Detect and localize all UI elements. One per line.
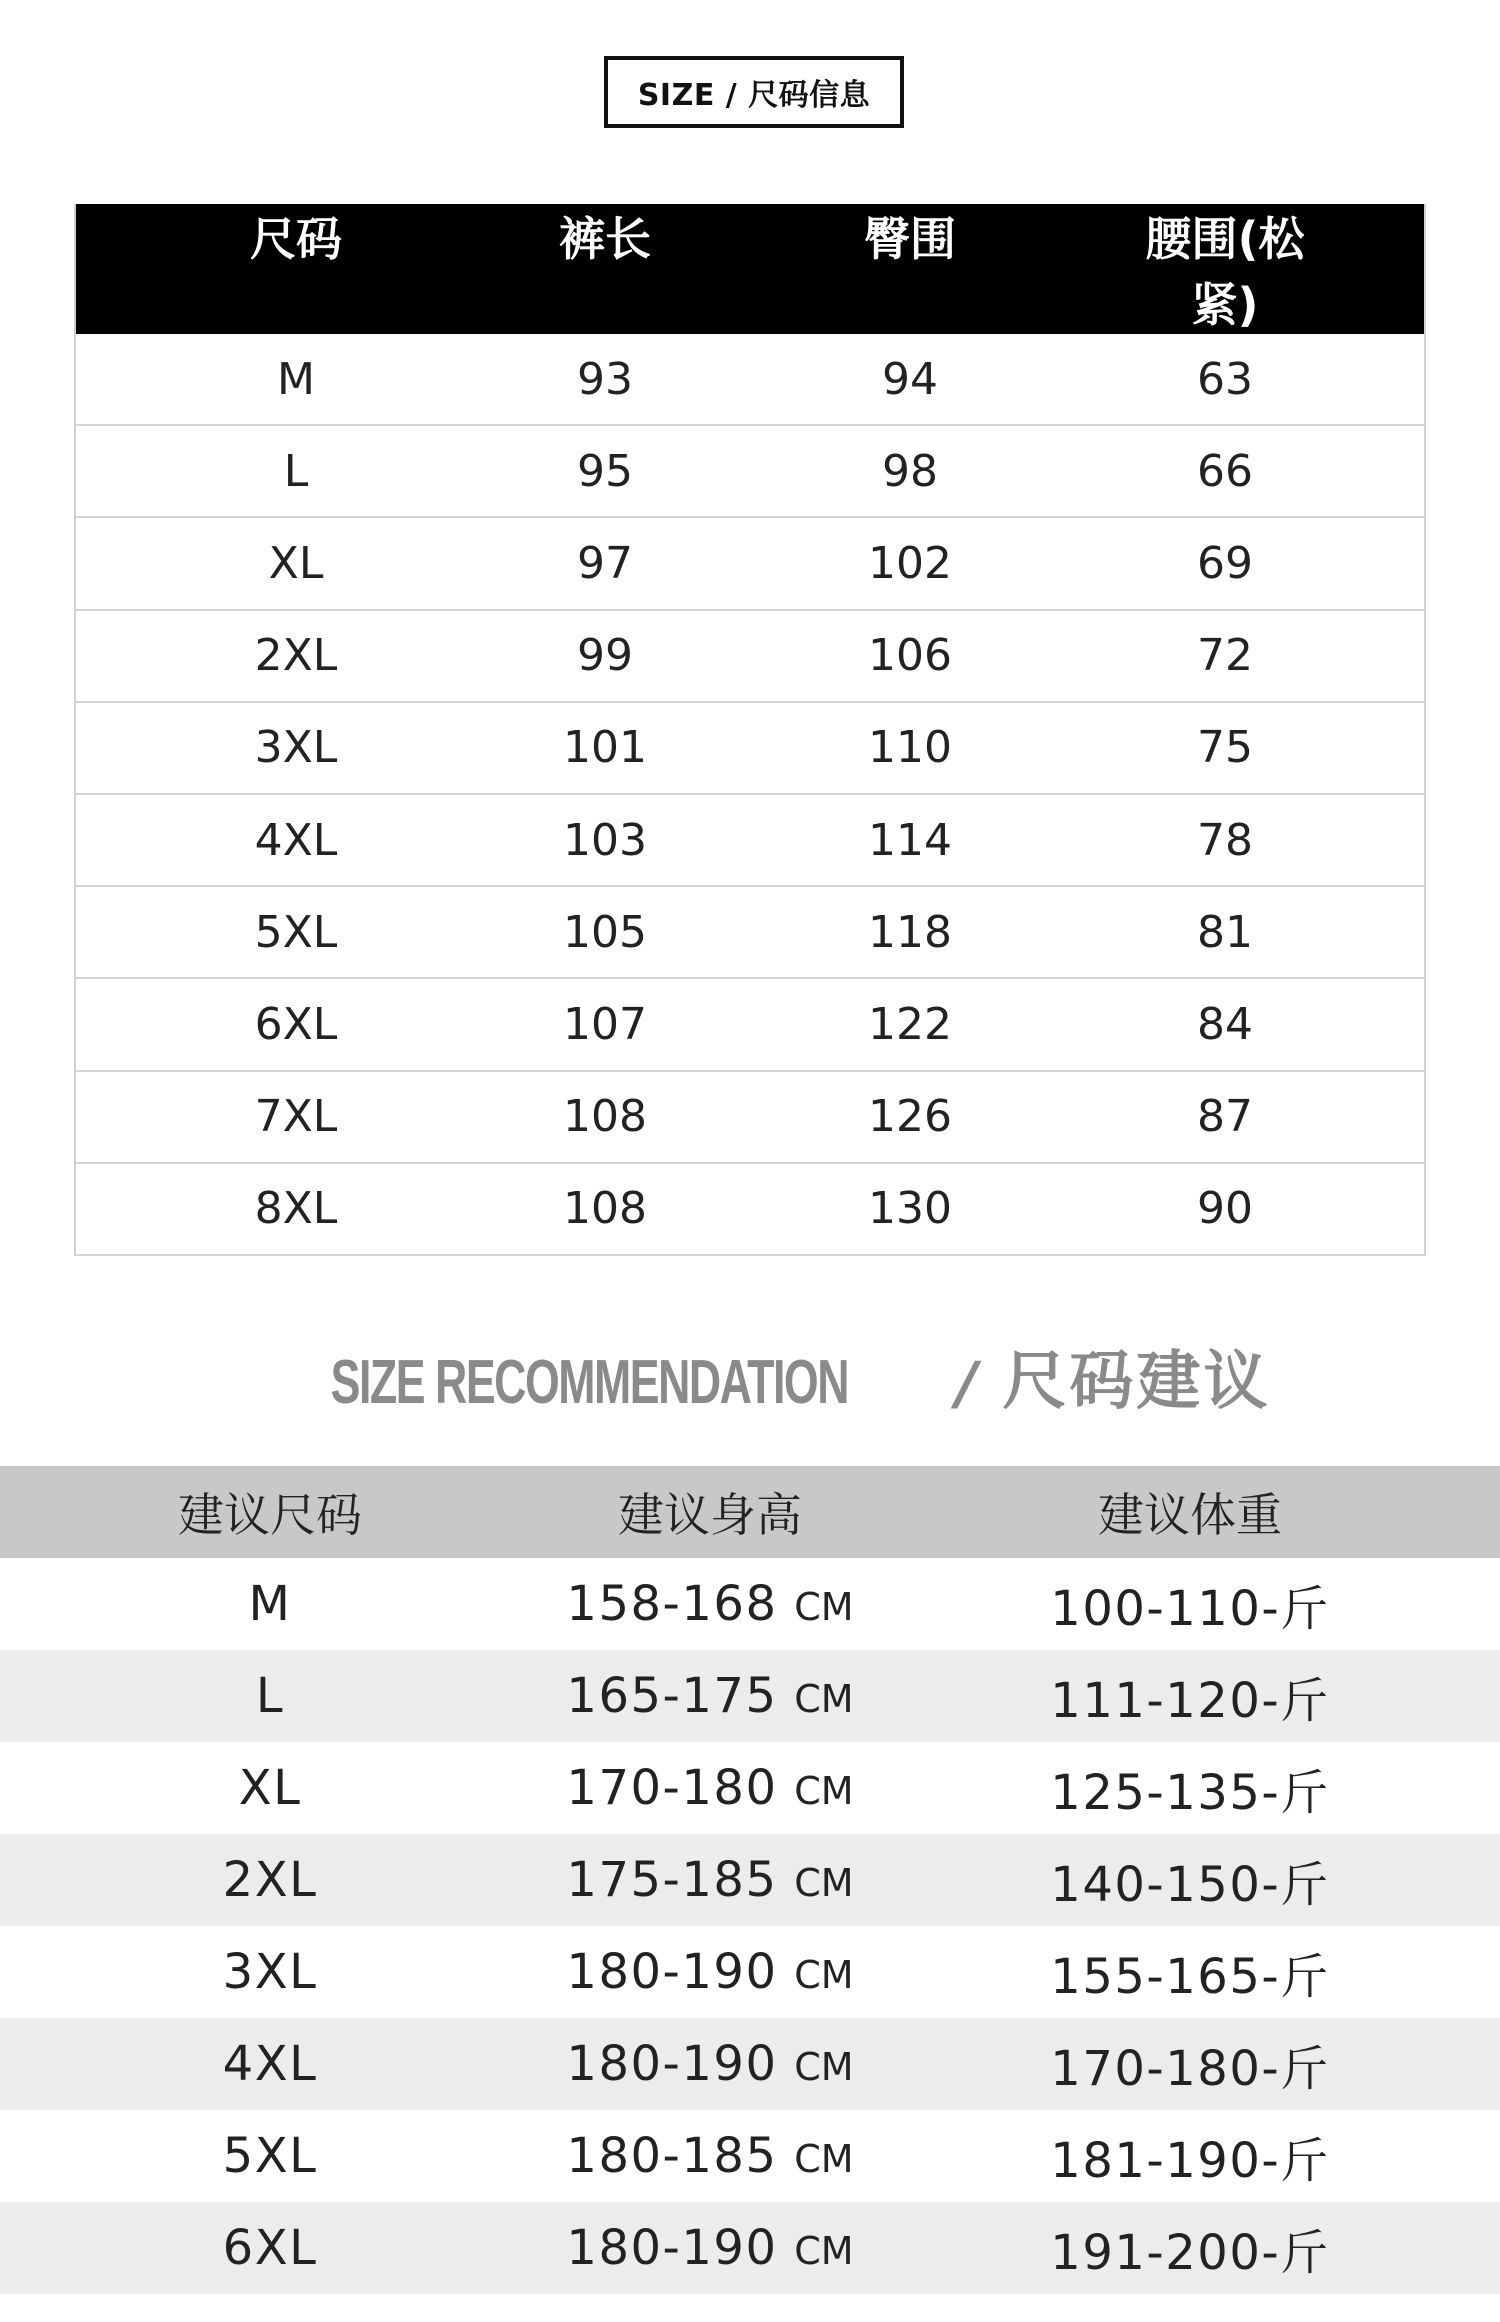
rec-weight-cell: 100-110-斤	[1050, 1580, 1330, 1637]
rec-height-value: 180-190	[566, 2036, 778, 2092]
size-table-row	[76, 334, 1424, 426]
header-rec-height: 建议身高	[618, 1488, 802, 1542]
length-cell: 108	[563, 1183, 647, 1235]
size-cell: M	[277, 353, 315, 405]
hip-cell: 106	[868, 630, 952, 682]
size-table-row	[76, 887, 1424, 979]
size-table-row	[76, 795, 1424, 887]
size-cell: 3XL	[254, 722, 338, 774]
hip-cell: 130	[868, 1183, 952, 1235]
rec-weight-cell: 170-180-斤	[1050, 2040, 1330, 2097]
rec-size-cell: 6XL	[222, 2220, 318, 2276]
size-info-badge: SIZE / 尺码信息	[604, 56, 904, 128]
recommendation-row	[0, 1742, 1500, 1834]
rec-height-unit: CM	[794, 1585, 854, 1629]
recommendation-title-en: SIZE RECOMMENDATION	[330, 1348, 848, 1417]
rec-height-cell	[540, 1944, 880, 2000]
size-cell: 5XL	[254, 906, 338, 958]
rec-height-value: 180-190	[566, 2220, 778, 2276]
rec-height-value: 158-168	[566, 1576, 778, 1632]
rec-weight-cell: 125-135-斤	[1050, 1764, 1330, 1821]
rec-size-cell: XL	[238, 1760, 302, 1816]
rec-height-cell	[540, 2036, 880, 2092]
hip-cell: 98	[882, 445, 938, 497]
hip-cell: 110	[868, 722, 952, 774]
length-cell: 101	[563, 722, 647, 774]
size-table-row	[76, 979, 1424, 1071]
recommendation-row	[0, 1558, 1500, 1650]
rec-size-cell: 2XL	[222, 1852, 318, 1908]
recommendation-row	[0, 1834, 1500, 1926]
recommendation-title-cn: 尺码建议	[1002, 1345, 1271, 1419]
header-length: 裤长	[559, 212, 651, 266]
hip-cell: 122	[868, 998, 952, 1050]
size-cell: 8XL	[254, 1183, 338, 1235]
rec-height-value: 180-185	[566, 2128, 778, 2184]
rec-weight-cell: 181-190-斤	[1050, 2132, 1330, 2189]
rec-height-value: 180-190	[566, 1944, 778, 2000]
header-hip: 臀围	[864, 212, 956, 266]
recommendation-row	[0, 1650, 1500, 1742]
rec-height-unit: CM	[794, 2045, 854, 2089]
rec-height-unit: CM	[794, 2229, 854, 2273]
rec-height-cell	[540, 2220, 880, 2276]
waist-cell: 78	[1197, 814, 1253, 866]
rec-weight-cell: 155-165-斤	[1050, 1948, 1330, 2005]
header-rec-size: 建议尺码	[178, 1488, 362, 1542]
size-table-row	[76, 426, 1424, 518]
rec-size-cell: M	[248, 1576, 292, 1632]
hip-cell: 94	[882, 353, 938, 405]
rec-height-unit: CM	[794, 1769, 854, 1813]
waist-cell: 72	[1197, 630, 1253, 682]
waist-cell: 84	[1197, 998, 1253, 1050]
recommendation-row	[0, 1926, 1500, 2018]
size-table-row	[76, 611, 1424, 703]
rec-height-value: 165-175	[566, 1668, 778, 1724]
length-cell: 108	[563, 1091, 647, 1143]
size-table-row	[76, 518, 1424, 610]
length-cell: 93	[577, 353, 633, 405]
hip-cell: 126	[868, 1091, 952, 1143]
recommendation-table	[0, 1466, 1500, 2294]
header-waist: 腰围(松紧)	[1145, 212, 1305, 332]
size-table	[74, 204, 1426, 1256]
hip-cell: 102	[868, 537, 952, 589]
length-cell: 103	[563, 814, 647, 866]
rec-height-cell	[540, 1576, 880, 1632]
size-table-row	[76, 1164, 1424, 1256]
size-cell: 7XL	[254, 1091, 338, 1143]
length-cell: 95	[577, 445, 633, 497]
length-cell: 99	[577, 630, 633, 682]
rec-size-cell: 4XL	[222, 2036, 318, 2092]
recommendation-row	[0, 2202, 1500, 2294]
waist-cell: 66	[1197, 445, 1253, 497]
length-cell: 107	[563, 998, 647, 1050]
rec-weight-cell: 191-200-斤	[1050, 2224, 1330, 2281]
rec-height-unit: CM	[794, 1861, 854, 1905]
size-cell: L	[283, 445, 309, 497]
rec-height-unit: CM	[794, 1677, 854, 1721]
waist-cell: 90	[1197, 1183, 1253, 1235]
rec-height-cell	[540, 2128, 880, 2184]
size-table-row	[76, 703, 1424, 795]
recommendation-table-header	[0, 1466, 1500, 1558]
hip-cell: 114	[868, 814, 952, 866]
rec-height-unit: CM	[794, 2137, 854, 2181]
header-size: 尺码	[250, 212, 342, 266]
waist-cell: 81	[1197, 906, 1253, 958]
length-cell: 97	[577, 537, 633, 589]
size-table-header	[76, 204, 1424, 334]
rec-height-value: 170-180	[566, 1760, 778, 1816]
rec-weight-cell: 140-150-斤	[1050, 1856, 1330, 1913]
size-cell: XL	[268, 537, 324, 589]
waist-cell: 75	[1197, 722, 1253, 774]
rec-height-cell	[540, 1760, 880, 1816]
waist-cell: 63	[1197, 353, 1253, 405]
rec-size-cell: 5XL	[222, 2128, 318, 2184]
recommendation-row	[0, 2018, 1500, 2110]
rec-height-value: 175-185	[566, 1852, 778, 1908]
rec-weight-cell: 111-120-斤	[1050, 1672, 1330, 1729]
size-cell: 2XL	[254, 630, 338, 682]
header-rec-weight: 建议体重	[1098, 1488, 1282, 1542]
recommendation-title	[0, 1330, 1500, 1422]
waist-cell: 87	[1197, 1091, 1253, 1143]
rec-height-unit: CM	[794, 1953, 854, 1997]
size-cell: 6XL	[254, 998, 338, 1050]
rec-size-cell: L	[255, 1668, 285, 1724]
rec-size-cell: 3XL	[222, 1944, 318, 2000]
size-cell: 4XL	[254, 814, 338, 866]
recommendation-row	[0, 2110, 1500, 2202]
hip-cell: 118	[868, 906, 952, 958]
rec-height-cell	[540, 1852, 880, 1908]
length-cell: 105	[563, 906, 647, 958]
recommendation-title-sep: /	[956, 1349, 977, 1417]
waist-cell: 69	[1197, 537, 1253, 589]
rec-height-cell	[540, 1668, 880, 1724]
size-table-row	[76, 1072, 1424, 1164]
